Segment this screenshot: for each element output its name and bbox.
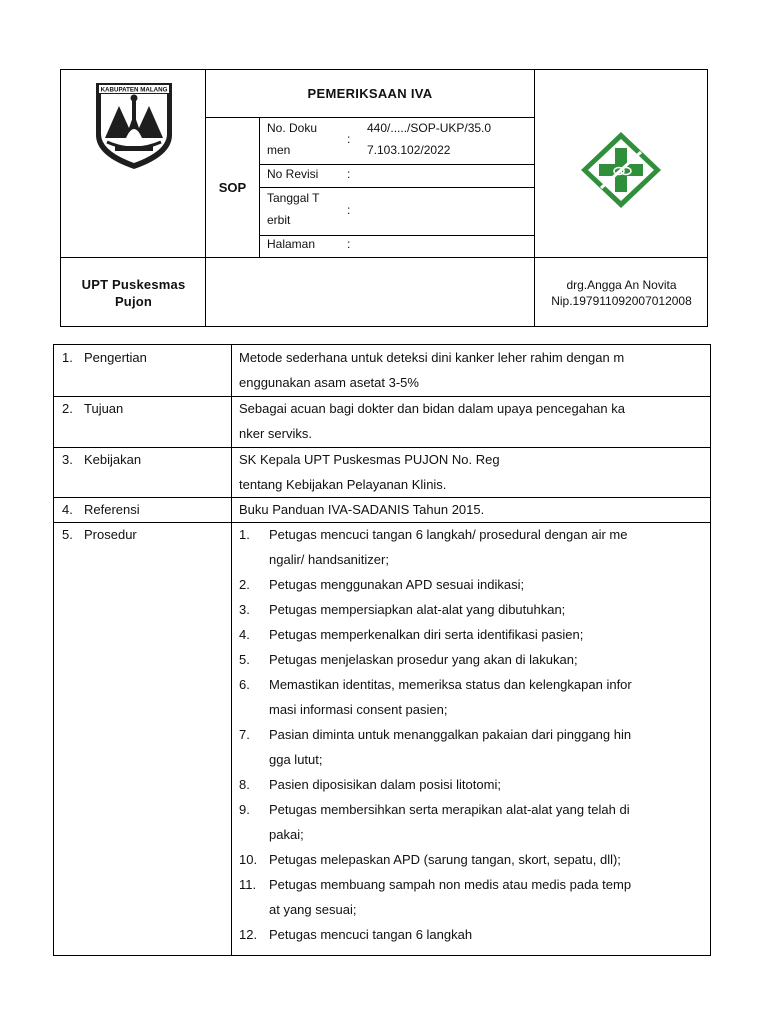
- meta-doc-number-sep: :: [347, 132, 351, 146]
- section-label-tujuan: 2. Tujuan: [62, 401, 124, 416]
- sop-header: [60, 69, 708, 327]
- meta-doc-number-label: No. Doku men: [267, 121, 318, 157]
- unit-name: UPT Puskesmas Pujon: [81, 277, 186, 309]
- table-row: [54, 522, 710, 957]
- list-item: 11. Petugas membuang sampah non medis atau medis pada temp at yang sesuai;: [239, 877, 632, 917]
- list-item: 8. Pasien diposisikan dalam posisi litotomi;: [239, 777, 501, 792]
- meta-page-label: Halaman: [267, 237, 316, 251]
- list-item: 5. Petugas menjelaskan prosedur yang akan di lakukan;: [239, 652, 578, 667]
- meta-doc-number-value: 440/...../SOP-UKP/35.0 7.103.102/2022: [367, 121, 492, 157]
- signer-name: drg.Angga An Novita: [566, 278, 677, 292]
- table-row: [54, 345, 710, 396]
- list-item: 3. Petugas mempersiapkan alat-alat yang dibutuhkan;: [239, 602, 566, 617]
- section-label-referensi: 4. Referensi: [62, 502, 140, 517]
- list-item: 10. Petugas melepaskan APD (sarung tangan, skort, sepatu, dll);: [239, 852, 621, 867]
- section-value-referensi: Buku Panduan IVA-SADANIS Tahun 2015.: [239, 502, 485, 517]
- signer-block: [534, 258, 709, 328]
- document-title: PEMERIKSAAN IVA: [307, 86, 433, 101]
- list-item: 12. Petugas mencuci tangan 6 langkah: [239, 927, 473, 942]
- signer-nip: Nip.197911092007012008: [551, 294, 692, 308]
- section-value-pengertian: Metode sederhana untuk deteksi dini kanker leher rahim dengan m enggunakan asam asetat 3-5%: [239, 350, 625, 390]
- section-value-tujuan: Sebagai acuan bagi dokter dan bidan dalam upaya pencegahan ka nker serviks.: [239, 401, 625, 441]
- sop-label: SOP: [218, 180, 247, 195]
- table-row: [54, 447, 710, 497]
- kabupaten-malang-emblem-icon: [91, 80, 177, 172]
- puskesmas-logo-icon: [579, 130, 663, 210]
- table-row: [54, 497, 710, 522]
- meta-date-label: Tanggal T erbit: [267, 191, 320, 227]
- table-row: [54, 396, 710, 447]
- list-item: 6. Memastikan identitas, memeriksa status dan kelengkapan infor masi informasi consent pasien;: [239, 677, 632, 717]
- procedure-steps: [239, 522, 703, 947]
- list-item: 9. Petugas membersihkan serta merapikan alat-alat yang telah di pakai;: [239, 802, 630, 842]
- meta-page-sep: :: [347, 237, 351, 251]
- section-label-pengertian: 1. Pengertian: [62, 350, 147, 365]
- list-item: 4. Petugas memperkenalkan diri serta identifikasi pasien;: [239, 627, 584, 642]
- list-item: 7. Pasian diminta untuk menanggalkan pakaian dari pinggang hin gga lutut;: [239, 727, 632, 767]
- section-label-prosedur: 5. Prosedur: [62, 527, 137, 542]
- sop-content-table: [53, 344, 711, 956]
- section-label-kebijakan: 3. Kebijakan: [62, 452, 142, 467]
- list-item: 2. Petugas menggunakan APD sesuai indikasi;: [239, 577, 525, 592]
- section-value-kebijakan: SK Kepala UPT Puskesmas PUJON No. Reg tentang Kebijakan Pelayanan Klinis.: [239, 452, 500, 492]
- svg-text:KABUPATEN MALANG: KABUPATEN MALANG: [100, 86, 168, 94]
- section-value-prosedur: [239, 522, 703, 947]
- meta-revision-label: No Revisi: [267, 167, 319, 181]
- meta-revision-sep: :: [347, 167, 351, 181]
- list-item: 1. Petugas mencuci tangan 6 langkah/ prosedural dengan air me ngalir/ handsanitizer;: [239, 527, 628, 567]
- meta-date-sep: :: [347, 203, 351, 217]
